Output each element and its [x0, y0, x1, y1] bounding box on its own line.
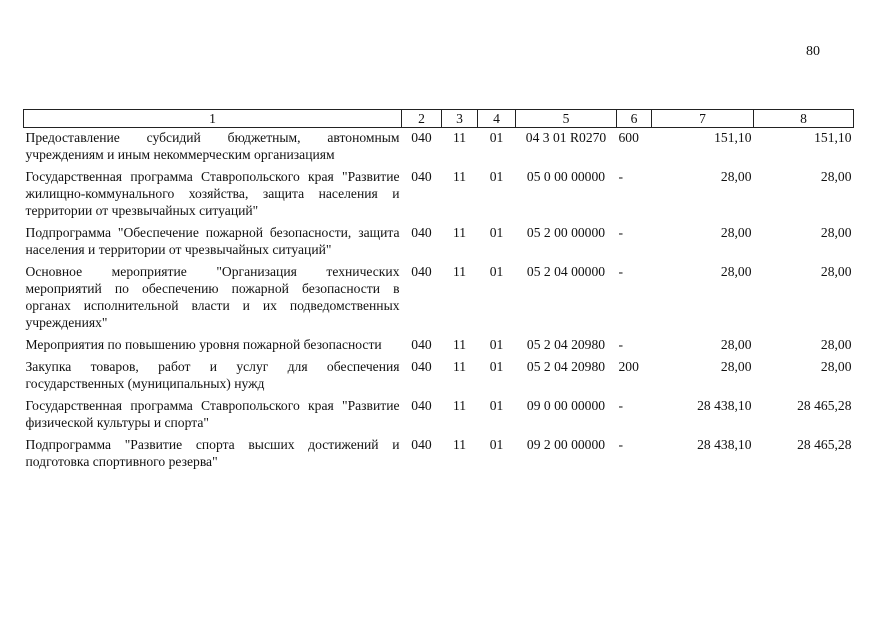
- column-header: 8: [754, 110, 854, 128]
- cell-col-6: 200: [618, 359, 639, 374]
- cell-col-3: 11: [452, 264, 467, 279]
- cell-col-5: 09 0 00 00000: [526, 398, 606, 413]
- cell-col-4: 01: [489, 337, 504, 352]
- cell-col-4: 01: [489, 437, 504, 452]
- cell-col-4: 01: [489, 398, 504, 413]
- cell-col-6: -: [618, 264, 624, 279]
- cell-col-2: 040: [411, 225, 432, 240]
- table-row: [24, 262, 854, 335]
- cell-col-7: 28,00: [720, 264, 752, 279]
- table-body: [24, 128, 854, 475]
- cell-col-3: 11: [452, 225, 467, 240]
- cell-col-4: 01: [489, 225, 504, 240]
- cell-col-5: 04 3 01 R0270: [525, 130, 607, 145]
- cell-col-8: 28 465,28: [797, 398, 852, 413]
- cell-col-3: 11: [452, 130, 467, 145]
- cell-col-8: 28 465,28: [797, 437, 852, 452]
- cell-col-6: -: [618, 225, 624, 240]
- cell-col-6: -: [618, 337, 624, 352]
- cell-col-3: 11: [452, 398, 467, 413]
- cell-col-3: 11: [452, 337, 467, 352]
- cell-col-3: 11: [452, 437, 467, 452]
- cell-col-2: 040: [411, 169, 432, 184]
- row-name-cell: Мероприятия по повышению уровня пожарной безопасности: [25, 337, 382, 352]
- cell-col-7: 151,10: [714, 130, 752, 145]
- cell-col-7: 28 438,10: [697, 398, 752, 413]
- budget-table: [23, 109, 854, 474]
- cell-col-2: 040: [411, 359, 432, 374]
- cell-col-5: 05 2 04 20980: [526, 359, 606, 374]
- column-header: 3: [442, 110, 478, 128]
- cell-col-2: 040: [411, 398, 432, 413]
- cell-col-2: 040: [411, 264, 432, 279]
- cell-col-4: 01: [489, 359, 504, 374]
- row-name-cell: Государственная программа Ставропольского края "Развитие жилищно-коммунального хозяйства, защита населения и территории от чрезвычайных ситуаций": [25, 169, 400, 218]
- cell-col-8: 28,00: [820, 359, 852, 374]
- cell-col-2: 040: [411, 337, 432, 352]
- column-header: 5: [516, 110, 617, 128]
- row-name-cell: Предоставление субсидий бюджетным, автономным учреждениям и иным некоммерческим организациям: [25, 130, 400, 162]
- cell-col-5: 05 2 04 20980: [526, 337, 606, 352]
- table-row: [24, 396, 854, 435]
- cell-col-4: 01: [489, 169, 504, 184]
- table-row: [24, 335, 854, 357]
- cell-col-8: 28,00: [820, 264, 852, 279]
- row-name-cell: Основное мероприятие "Организация технических мероприятий по обеспечению пожарной безопасности в органах исполнительной власти и их подведомственных учреждениях": [25, 264, 400, 330]
- cell-col-7: 28,00: [720, 169, 752, 184]
- cell-col-3: 11: [452, 169, 467, 184]
- cell-col-6: 600: [618, 130, 639, 145]
- cell-col-8: 28,00: [820, 337, 852, 352]
- row-name-cell: Закупка товаров, работ и услуг для обеспечения государственных (муниципальных) нужд: [25, 359, 400, 391]
- cell-col-7: 28 438,10: [697, 437, 752, 452]
- cell-col-7: 28,00: [720, 337, 752, 352]
- cell-col-4: 01: [489, 130, 504, 145]
- column-header: 1: [24, 110, 402, 128]
- cell-col-5: 05 0 00 00000: [526, 169, 606, 184]
- column-header: 2: [402, 110, 442, 128]
- cell-col-6: -: [618, 169, 624, 184]
- cell-col-2: 040: [411, 130, 432, 145]
- cell-col-7: 28,00: [720, 359, 752, 374]
- table-row: [24, 357, 854, 396]
- cell-col-3: 11: [452, 359, 467, 374]
- header-row: [24, 110, 854, 128]
- page-number: 80: [806, 44, 820, 59]
- table-row: [24, 167, 854, 223]
- column-header: 4: [478, 110, 516, 128]
- cell-col-4: 01: [489, 264, 504, 279]
- row-name-cell: Подпрограмма "Развитие спорта высших достижений и подготовка спортивного резерва": [25, 437, 400, 469]
- table-row: [24, 435, 854, 474]
- cell-col-8: 28,00: [820, 169, 852, 184]
- cell-col-5: 09 2 00 00000: [526, 437, 606, 452]
- cell-col-5: 05 2 00 00000: [526, 225, 606, 240]
- table-row: [24, 223, 854, 262]
- cell-col-6: -: [618, 398, 624, 413]
- table-row: [24, 128, 854, 168]
- cell-col-6: -: [618, 437, 624, 452]
- column-header: 6: [617, 110, 652, 128]
- cell-col-2: 040: [411, 437, 432, 452]
- row-name-cell: Государственная программа Ставропольского края "Развитие физической культуры и спорта": [25, 398, 400, 430]
- row-name-cell: Подпрограмма "Обеспечение пожарной безопасности, защита населения и территории от чрезвычайных ситуаций": [25, 225, 400, 257]
- cell-col-8: 151,10: [814, 130, 852, 145]
- cell-col-7: 28,00: [720, 225, 752, 240]
- cell-col-8: 28,00: [820, 225, 852, 240]
- column-header: 7: [652, 110, 754, 128]
- cell-col-5: 05 2 04 00000: [526, 264, 606, 279]
